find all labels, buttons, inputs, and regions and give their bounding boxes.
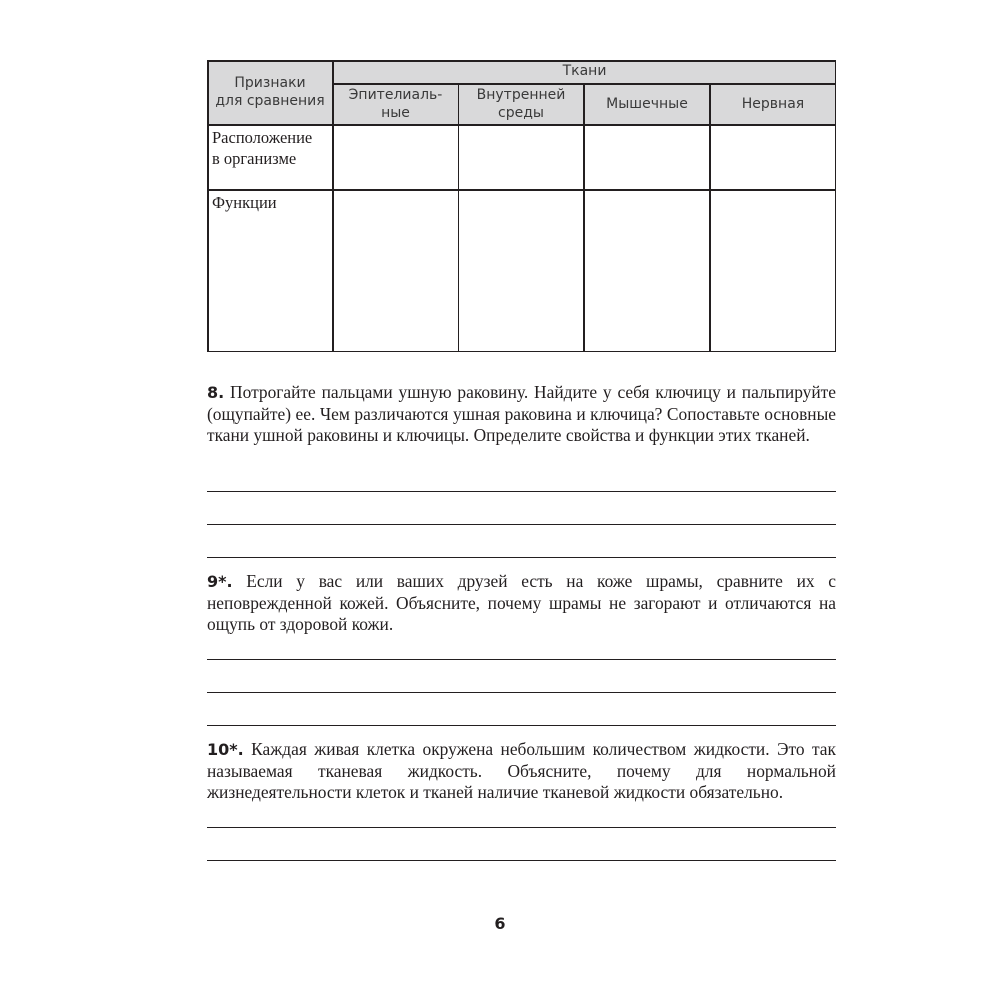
page-number: 6 bbox=[494, 914, 506, 933]
table-border-left bbox=[207, 60, 209, 352]
answer-line-8-2[interactable] bbox=[207, 524, 836, 525]
table-row-label-location: Расположение в организме bbox=[212, 128, 313, 168]
table-border-top bbox=[207, 60, 836, 62]
task-8-number: 8. bbox=[207, 383, 225, 402]
table-divider-col-1 bbox=[332, 60, 334, 352]
table-divider-header bbox=[207, 124, 836, 126]
answer-line-9-2[interactable] bbox=[207, 692, 836, 693]
table-divider-row bbox=[207, 189, 836, 191]
task-8 bbox=[207, 382, 836, 447]
table-cell-location-internal[interactable] bbox=[458, 125, 584, 190]
table-cell-location-epithelial[interactable] bbox=[333, 125, 458, 190]
task-10 bbox=[207, 739, 836, 804]
answer-line-9-1[interactable] bbox=[207, 659, 836, 660]
table-col-header-internal: Внутренней среды bbox=[476, 87, 566, 121]
table-divider-col-3 bbox=[583, 83, 585, 352]
task-9-text: Если у вас или ваших друзей есть на коже шрамы, сравните их с неповрежденной кожей. Объясните, почему шрамы не загорают и отличаются на ощупь от здоровой кожи. bbox=[207, 571, 836, 634]
task-8-text: Потрогайте пальцами ушную раковину. Найдите у себя ключицу и пальпируйте (ощупайте) ее. Чем различаются ушная раковина и ключица? Сопоставьте основные ткани ушной раковины и ключицы. Определите свойства и функции этих тканей. bbox=[207, 382, 836, 445]
table-cell-location-nerve[interactable] bbox=[710, 125, 836, 190]
table-group-header: Ткани bbox=[562, 63, 607, 79]
table-col-header-muscle: Мышечные bbox=[606, 96, 688, 112]
table-divider-subheader bbox=[333, 83, 836, 85]
table-col-header-epithelial: Эпителиаль- ные bbox=[348, 87, 443, 121]
table-divider-col-2 bbox=[458, 83, 460, 352]
table-row-label-functions: Функции bbox=[212, 193, 277, 212]
table-border-bottom bbox=[207, 351, 836, 353]
task-9-number: 9*. bbox=[207, 572, 233, 591]
task-9 bbox=[207, 571, 836, 636]
table-cell-location-muscle[interactable] bbox=[584, 125, 710, 190]
table-cell-functions-muscle[interactable] bbox=[584, 190, 710, 352]
comparison-table bbox=[207, 60, 836, 352]
table-cell-functions-nerve[interactable] bbox=[710, 190, 836, 352]
answer-line-8-3[interactable] bbox=[207, 557, 836, 558]
task-10-text: Каждая живая клетка окружена небольшим количеством жидкости. Это так называемая тканевая жидкость. Объясните, почему для нормальной жизнедеятельности клеток и тканей наличие тканевой жидкости обязательно. bbox=[207, 739, 836, 802]
table-col-header-nerve: Нервная bbox=[741, 96, 805, 112]
table-cell-functions-internal[interactable] bbox=[458, 190, 584, 352]
table-divider-col-4 bbox=[709, 83, 711, 352]
answer-line-9-3[interactable] bbox=[207, 725, 836, 726]
task-10-number: 10*. bbox=[207, 740, 244, 759]
answer-line-10-1[interactable] bbox=[207, 827, 836, 828]
answer-line-8-1[interactable] bbox=[207, 491, 836, 492]
table-cell-functions-epithelial[interactable] bbox=[333, 190, 458, 352]
table-border-right bbox=[835, 60, 837, 352]
table-corner-header: Признаки для сравнения bbox=[215, 75, 325, 109]
answer-line-10-2[interactable] bbox=[207, 860, 836, 861]
